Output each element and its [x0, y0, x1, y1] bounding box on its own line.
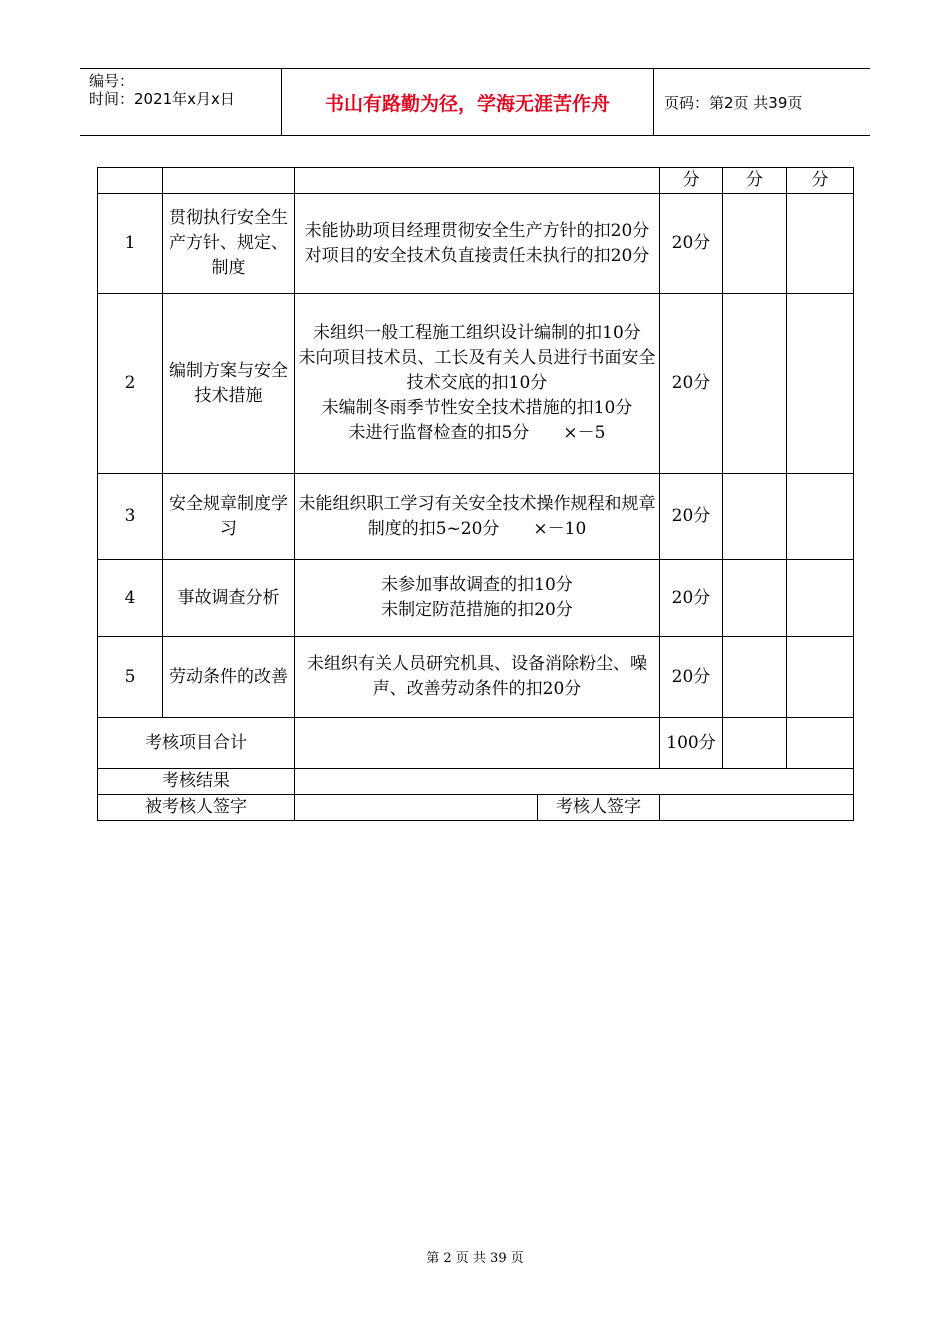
criteria-line: 未组织一般工程施工组织设计编制的扣10分: [313, 323, 641, 343]
row-item: 劳动条件的改善: [163, 637, 295, 718]
empty-cell: [723, 294, 787, 474]
examinee-sign-field: [295, 795, 538, 820]
header-page-info: 页码：第2页 共39页: [664, 93, 803, 112]
row-score: 20分: [660, 474, 723, 560]
serial-label: 编号：: [89, 72, 135, 90]
row-item: 事故调查分析: [163, 560, 295, 637]
empty-cell: [295, 718, 660, 769]
criteria-line: 未进行监督检查的扣5分 ×－5: [348, 423, 606, 443]
criteria-line: 未编制冬雨季节性安全技术措施的扣10分: [321, 398, 633, 418]
row-criteria: [295, 560, 660, 637]
result-label: 考核结果: [98, 769, 295, 795]
total-score: 100分: [660, 718, 723, 769]
signature-cell: [295, 795, 660, 821]
criteria-line: 未能协助项目经理贯彻安全生产方针的扣20分: [304, 220, 650, 241]
page-header: [80, 68, 870, 136]
row-item: 安全规章制度学习: [163, 474, 295, 560]
header-meta: [80, 69, 282, 135]
row-score: 20分: [660, 294, 723, 474]
assessment-table: [97, 167, 854, 821]
criteria-line: 未能组织职工学习有关安全技术操作规程和规章制度的扣5~20分 ×－10: [298, 493, 656, 539]
examiner-sign-field: [660, 795, 854, 821]
header-cell: 分: [723, 168, 787, 194]
result-value: [295, 769, 854, 795]
row-number: 5: [98, 637, 163, 718]
row-number: 4: [98, 560, 163, 637]
criteria-line: 未参加事故调查的扣10分: [381, 575, 573, 595]
empty-cell: [787, 560, 854, 637]
table-row: [98, 194, 854, 294]
empty-cell: [723, 560, 787, 637]
empty-cell: [787, 474, 854, 560]
criteria-line: 未向项目技术员、工长及有关人员进行书面安全技术交底的扣10分: [298, 348, 656, 393]
empty-cell: [723, 718, 787, 769]
header-motto: 书山有路勤为径，学海无涯苦作舟: [282, 69, 654, 135]
signature-row: [98, 795, 854, 821]
row-score: 20分: [660, 560, 723, 637]
header-cell: [163, 168, 295, 194]
row-item: 贯彻执行安全生产方针、规定、制度: [163, 194, 295, 294]
table-row: [98, 637, 854, 718]
empty-cell: [787, 294, 854, 474]
row-score: 20分: [660, 194, 723, 294]
total-row: [98, 718, 854, 769]
row-criteria: [295, 294, 660, 474]
time-label: 时间：2021年x月x日: [89, 90, 235, 108]
empty-cell: [787, 718, 854, 769]
table-row: [98, 560, 854, 637]
row-criteria: [295, 474, 660, 560]
empty-cell: [787, 194, 854, 294]
header-cell: [295, 168, 660, 194]
row-item: 编制方案与安全技术措施: [163, 294, 295, 474]
examinee-sign-label: 被考核人签字: [98, 795, 295, 821]
table-header-row: [98, 168, 854, 194]
empty-cell: [787, 637, 854, 718]
total-label: 考核项目合计: [98, 718, 295, 769]
row-score: 20分: [660, 637, 723, 718]
criteria-line: 未制定防范措施的扣20分: [381, 600, 573, 620]
criteria-line: 未组织有关人员研究机具、设备消除粉尘、噪声、改善劳动条件的扣20分: [307, 654, 647, 699]
table-row: [98, 294, 854, 474]
empty-cell: [723, 474, 787, 560]
table-row: [98, 474, 854, 560]
row-criteria: [295, 194, 660, 294]
row-number: 2: [98, 294, 163, 474]
row-number: 1: [98, 194, 163, 294]
result-row: [98, 769, 854, 795]
examiner-sign-label: 考核人签字: [556, 797, 641, 817]
empty-cell: [723, 637, 787, 718]
empty-cell: [723, 194, 787, 294]
page-number: 第 2 页 共 39 页: [426, 1251, 524, 1266]
header-cell: 分: [660, 168, 723, 194]
row-number: 3: [98, 474, 163, 560]
row-criteria: [295, 637, 660, 718]
header-cell: [98, 168, 163, 194]
criteria-line: 对项目的安全技术负直接责任未执行的扣20分: [304, 245, 650, 266]
header-cell: 分: [787, 168, 854, 194]
